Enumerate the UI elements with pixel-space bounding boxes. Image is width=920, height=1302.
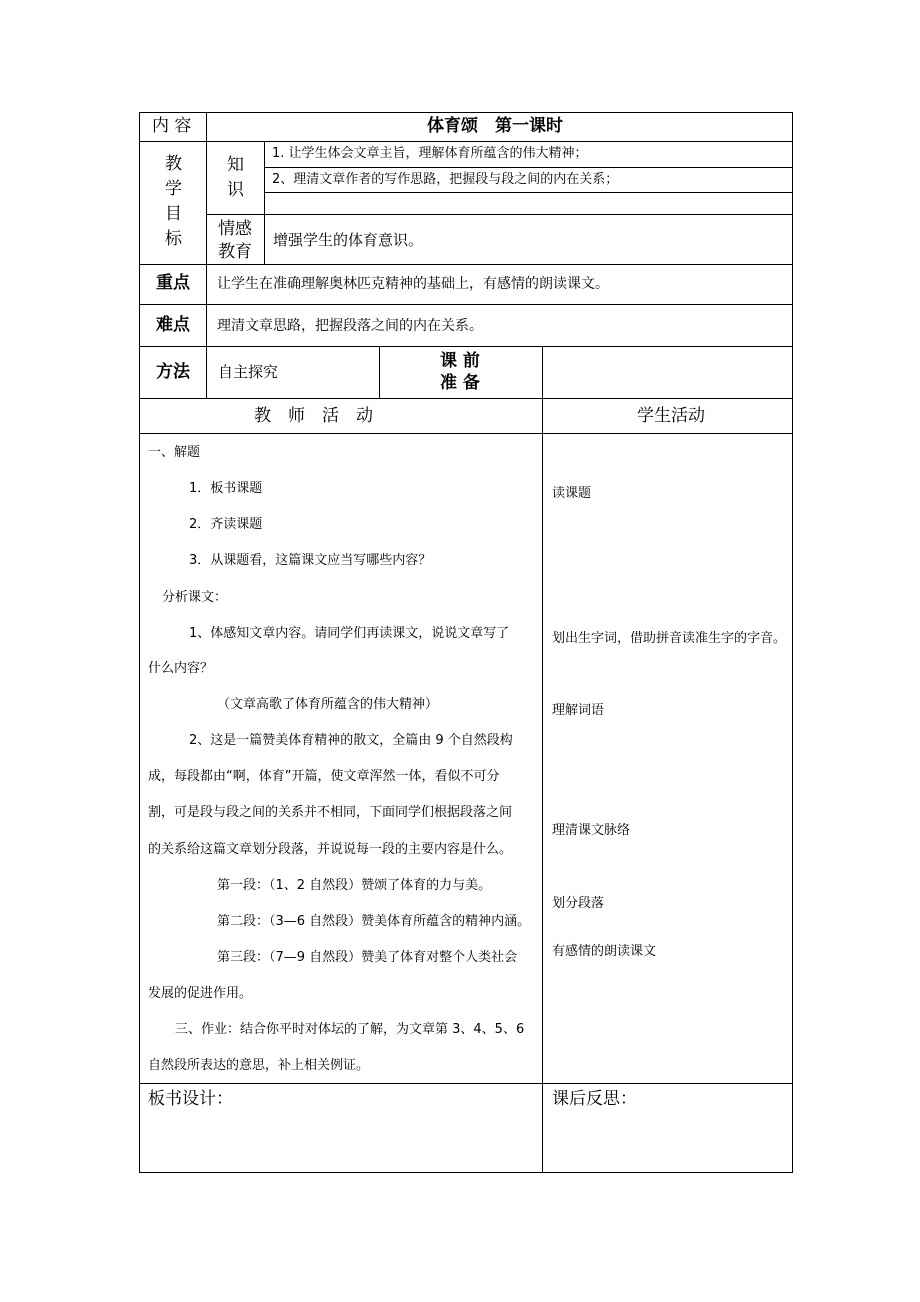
student-line: 理清课文脉络 (552, 823, 631, 838)
difficulty-label: 难点 (156, 315, 190, 335)
lesson-title: 体育颂 第一课时 (427, 116, 563, 136)
rule-knowledge-2 (264, 192, 793, 193)
student-line: 划出生字词，借助拼音读准生字的字音。 (552, 631, 787, 646)
col-method-divider (379, 346, 380, 398)
border-top (139, 112, 793, 113)
rule-row-title (139, 141, 793, 142)
border-right (792, 112, 793, 1173)
key-point-label: 重点 (156, 273, 190, 293)
rule-activities (139, 1083, 793, 1084)
rule-keypoint (139, 304, 793, 305)
teacher-line: 第二段：（3—6 自然段）赞美体育所蕴含的精神内涵。 (217, 914, 531, 929)
method-label: 方法 (156, 362, 190, 382)
prep-label-line: 课 前 (440, 351, 480, 371)
teacher-line: 第三段：（7—9 自然段）赞美了体育对整个人类社会 (217, 950, 518, 965)
teacher-line: 的关系给这篇文章划分段落，并说说每一段的主要内容是什么。 (148, 842, 513, 857)
method-text: 自主探究 (218, 363, 279, 381)
rule-objectives (139, 264, 793, 265)
rule-knowledge-1 (264, 167, 793, 168)
teacher-line: （文章高歌了体育所蕴含的伟大精神） (217, 697, 439, 712)
teacher-line: 什么内容？ (148, 661, 214, 676)
student-activity-header: 学生活动 (637, 406, 705, 426)
difficulty-text: 理清文章思路，把握段落之间的内在关系。 (217, 318, 483, 334)
col-main-divider (542, 346, 543, 1173)
teacher-line: 自然段所表达的意思，补上相关例证。 (148, 1058, 370, 1073)
student-line: 划分段落 (552, 896, 605, 911)
col-label-divider (206, 112, 207, 398)
teacher-line: 2、这是一篇赞美体育精神的散文，全篇由 9 个自然段构 (189, 733, 513, 748)
prep-label-line: 准 备 (440, 373, 480, 393)
objectives-label-char: 教 (165, 154, 182, 174)
teacher-line: 成，每段都由“啊，体育”开篇，使文章浑然一体，看似不可分 (148, 769, 500, 784)
teacher-line: 第一段：（1、2 自然段）赞颂了体育的力与美。 (217, 878, 492, 893)
rule-method (139, 398, 793, 399)
col-sublabel-divider (264, 141, 265, 264)
emotion-text: 增强学生的体育意识。 (273, 231, 424, 249)
objectives-label-char: 标 (165, 229, 182, 249)
objectives-label-char: 目 (165, 204, 182, 224)
teacher-line: 1．板书课题 (189, 481, 263, 496)
student-line: 读课题 (552, 486, 592, 501)
teacher-line: 1、体感知文章内容。请同学们再读课文，说说文章写了 (189, 626, 510, 641)
reflection-label: 课后反思： (552, 1089, 637, 1109)
key-point-text: 让学生在准确理解奥林匹克精神的基础上，有感情的朗读课文。 (217, 276, 609, 292)
teacher-line: 分析课文： (162, 590, 228, 605)
student-line: 有感情的朗读课文 (552, 944, 657, 959)
teacher-line: 3．从课题看，这篇课文应当写哪些内容？ (189, 553, 432, 568)
rule-knowledge-3 (206, 214, 793, 215)
emotion-label-line: 情感 (218, 219, 252, 239)
border-bottom (139, 1172, 793, 1173)
knowledge-item-1: 1. 让学生体会文章主旨，理解体育所蕴含的伟大精神； (272, 146, 588, 161)
teacher-line: 割，可是段与段之间的关系并不相同，下面同学们根据段落之间 (148, 805, 513, 820)
teacher-line: 三、作业：结合你平时对体坛的了解，为文章第 3、4、5、6 (175, 1022, 525, 1037)
knowledge-label-char: 知 (227, 155, 244, 175)
board-design-label: 板书设计： (148, 1089, 233, 1109)
teacher-activity-header: 教 师 活 动 (254, 406, 373, 426)
emotion-label-line: 教育 (218, 242, 252, 262)
objectives-label-char: 学 (165, 179, 182, 199)
student-line: 理解词语 (552, 703, 605, 718)
teacher-line: 发展的促进作用。 (148, 986, 253, 1001)
knowledge-item-2: 2、理清文章作者的写作思路，把握段与段之间的内在关系； (272, 172, 619, 187)
border-left (139, 112, 140, 1173)
knowledge-label-char: 识 (227, 180, 244, 200)
rule-difficulty (139, 346, 793, 347)
content-label: 内 容 (152, 116, 192, 136)
teacher-line: 2．齐读课题 (189, 517, 263, 532)
teacher-line: 一、解题 (148, 445, 201, 460)
rule-activity-header (139, 433, 793, 434)
